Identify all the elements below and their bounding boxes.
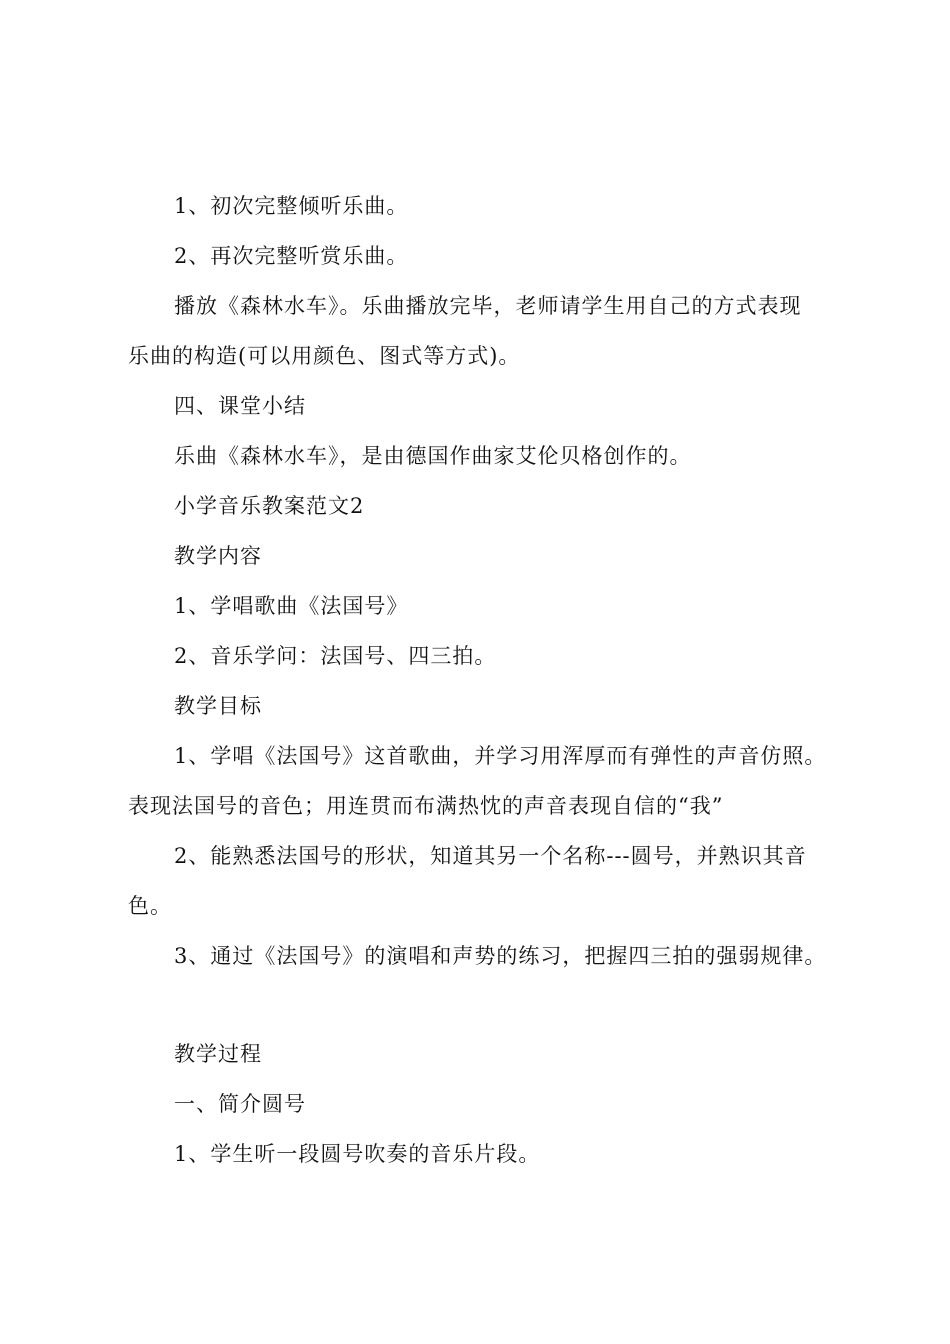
- paragraph-goal-1-cont: 表现法国号的音色；用连贯而布满热忱的声音表现自信的“我”: [128, 794, 724, 818]
- paragraph-goal-2-cont: 色。: [128, 894, 172, 918]
- paragraph-play-music: 播放《森林水车》。乐曲播放完毕，老师请学生用自己的方式表现: [174, 294, 802, 318]
- section-heading-summary: 四、课堂小结: [174, 394, 306, 418]
- section-heading-goals: 教学目标: [174, 694, 262, 718]
- paragraph-content-2: 2、音乐学问：法国号、四三拍。: [174, 644, 497, 668]
- paragraph-summary: 乐曲《森林水车》，是由德国作曲家艾伦贝格创作的。: [174, 444, 692, 468]
- document-subtitle: 小学音乐教案范文2: [174, 494, 365, 518]
- paragraph-goal-2: 2、能熟悉法国号的形状，知道其另一个名称---圆号，并熟识其音: [174, 844, 807, 868]
- paragraph-content-1: 1、学唱歌曲《法国号》: [174, 594, 409, 618]
- paragraph-play-music-cont: 乐曲的构造(可以用颜色、图式等方式)。: [128, 344, 521, 368]
- paragraph-goal-3: 3、通过《法国号》的演唱和声势的练习，把握四三拍的强弱规律。: [174, 944, 827, 968]
- section-heading-intro-horn: 一、简介圆号: [174, 1092, 306, 1116]
- paragraph-goal-1: 1、学唱《法国号》这首歌曲，并学习用浑厚而有弹性的声音仿照。: [174, 744, 827, 768]
- section-heading-content: 教学内容: [174, 544, 262, 568]
- section-heading-process: 教学过程: [174, 1042, 262, 1066]
- paragraph-step-1: 1、初次完整倾听乐曲。: [174, 194, 409, 218]
- paragraph-process-1: 1、学生听一段圆号吹奏的音乐片段。: [174, 1142, 541, 1166]
- paragraph-step-2: 2、再次完整听赏乐曲。: [174, 244, 409, 268]
